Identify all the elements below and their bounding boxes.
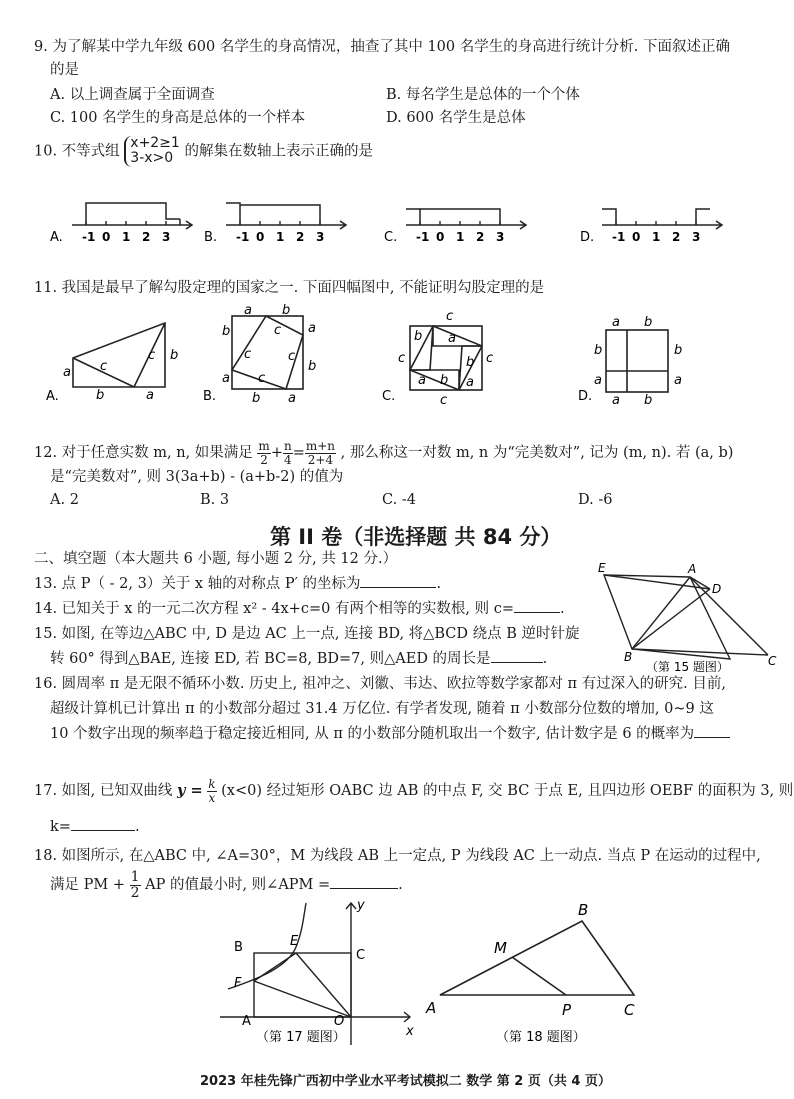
q12-post: , 那么称这一对数 m, n 为“完美数对”, 记为 (m, n). 若 (a, b): [340, 445, 734, 462]
q13-text: 13. 点 P（ - 2, 3）关于 x 轴的对称点 P′ 的坐标为: [34, 576, 361, 592]
page-footer: 2023 年桂先锋广西初中学业水平考试模拟二 数学 第 2 页（共 4 页）: [200, 1074, 611, 1089]
q18-answer-blank[interactable]: [330, 888, 398, 889]
q11-b-left-b: b: [222, 324, 231, 339]
q15-stem-line1: 15. 如图, 在等边△ABC 中, D 是边 AC 上一点, 连接 BD, 将△BCD 绕点 B 逆时针旋: [34, 626, 580, 642]
q11-b-in-c4: c: [258, 371, 266, 386]
q10-option-label: A.: [50, 230, 63, 245]
q15-answer-blank[interactable]: [491, 662, 543, 663]
q17-answer-blank[interactable]: [71, 830, 135, 831]
figure-17: [210, 895, 430, 1055]
q11-c-label-b1: b: [414, 329, 423, 344]
q11-label-a: A.: [46, 389, 59, 404]
figure-15: [592, 563, 792, 683]
fig17-label-f: F: [234, 976, 242, 991]
q16-stem-line1: 16. 圆周率 π 是无限不循环小数. 历史上, 祖冲之、刘徽、韦达、欧拉等数学家都对 π 有过深入的研究. 目前,: [34, 676, 726, 692]
q17-y-eq: y =: [177, 782, 203, 800]
q14-answer-blank[interactable]: [514, 612, 560, 613]
q12-frac-1: [257, 440, 270, 466]
fig18-caption: （第 18 题图）: [496, 1030, 586, 1045]
q12-option-b: B. 3: [200, 492, 230, 508]
q12-stem-line2: 是“完美数对”, 则 3(3a+b) - (a+b-2) 的值为: [50, 469, 344, 485]
q10-number: 10. 不等式组: [34, 143, 120, 160]
q11-d-top-b: b: [644, 315, 653, 330]
fig17-label-c: C: [356, 948, 366, 963]
q11-d-top-a: a: [612, 315, 620, 330]
fig18-label-p: P: [562, 1001, 572, 1019]
q17-stem-line1: [34, 778, 793, 804]
number-line-option-d: [580, 209, 722, 245]
q17-pre: 17. 如图, 已知双曲线: [34, 783, 173, 800]
inequality-1: x+2≥1: [130, 135, 180, 151]
q17-k: k=: [50, 819, 71, 835]
tick-label: 1: [276, 230, 285, 244]
q11-c-bottom-c: c: [440, 393, 448, 408]
part2-title: 第 II 卷（非选择题 共 84 分）: [270, 525, 562, 549]
q11-b-in-c2: c: [288, 349, 296, 364]
tick-label: 3: [316, 230, 325, 244]
q17-end: .: [134, 819, 140, 835]
q15-text: 转 60° 得到△BAE, 连接 ED, 若 BC=8, BD=7, 则△AED 的周长是: [50, 651, 491, 667]
q14-end: .: [560, 601, 565, 617]
fig17-axis-y: y: [357, 898, 365, 913]
q18-frac-num: 1: [130, 869, 140, 885]
q18-end: .: [398, 877, 403, 894]
fig18-label-b: B: [578, 901, 589, 919]
fill-section-header: 二、填空题（本大题共 6 小题, 每小题 2 分, 共 12 分.）: [34, 551, 398, 567]
q11-a-label-c1: c: [100, 359, 108, 374]
q12-option-d: D. -6: [578, 492, 613, 508]
number-line-option-a: [50, 203, 192, 245]
q15-end: .: [542, 651, 548, 667]
fig17-label-a: A: [242, 1014, 251, 1029]
tick-label: 2: [142, 230, 151, 244]
q10-option-label: B.: [204, 230, 218, 245]
tick-label: 3: [162, 230, 171, 244]
q12-frac-3: [305, 440, 336, 466]
q12-frac3-num: m+n: [305, 439, 336, 453]
q11-a-label-b1: b: [170, 348, 179, 363]
q11-figure-d: [606, 330, 668, 392]
q16-stem-line3: [50, 723, 730, 745]
q12-frac2-num: n: [283, 439, 292, 453]
q9-stem-line1: 9. 为了解某中学九年级 600 名学生的身高情况，抽查了其中 100 名学生的身高进行统计分析. 下面叙述正确: [34, 39, 730, 55]
q11-b-bottom-b: b: [252, 391, 261, 406]
q16-answer-blank[interactable]: [694, 737, 730, 738]
q11-c-top-c: c: [446, 309, 454, 324]
q12-frac1-num: m: [258, 439, 270, 453]
q11-d-bottom-a: a: [612, 393, 620, 408]
q13-end: .: [436, 576, 442, 592]
q12-option-a: A. 2: [50, 492, 79, 508]
q17-post: (x<0) 经过矩形 OABC 边 AB 的中点 F, 交 BC 于点 E, 且四边形 OEBF 的面积为 3, 则: [221, 783, 794, 800]
fig15-label-d: D: [712, 582, 722, 596]
q12-stem-line1: [34, 440, 733, 466]
q12-frac2-den: 4: [284, 452, 292, 467]
fig18-label-c: C: [624, 1001, 635, 1019]
q9-option-b: B. 每名学生是总体的一个个体: [386, 87, 580, 103]
number-line-option-b: [204, 203, 346, 245]
q10-stem: [34, 136, 373, 167]
inequality-2: 3-x>0: [130, 150, 174, 167]
tick-label: 3: [692, 230, 701, 244]
q11-c-label-a2: a: [418, 373, 426, 388]
q11-b-right-b: b: [308, 359, 317, 374]
q18-pre: 满足 PM +: [50, 877, 125, 894]
tick-label: 1: [456, 230, 465, 244]
fig15-label-b: B: [624, 650, 633, 664]
q18-stem-line1: 18. 如图所示, 在△ABC 中, ∠A=30°，M 为线段 AB 上一定点, P 为线段 AC 上一动点. 当点 P 在运动的过程中,: [34, 848, 761, 864]
tick-label: 0: [102, 230, 111, 244]
q11-c-label-a3: a: [466, 375, 474, 390]
q13-stem: [34, 573, 441, 595]
fig18-label-a: A: [426, 999, 437, 1017]
fig15-label-a: A: [688, 562, 697, 576]
q11-c-left-c: c: [398, 351, 406, 366]
q11-b-bottom-a: a: [288, 391, 296, 406]
q18-frac-den: 2: [130, 884, 140, 901]
q11-a-label-a2: a: [146, 388, 154, 403]
fig15-label-c: C: [768, 654, 777, 668]
q11-b-right-a: a: [308, 321, 316, 336]
fig17-axis-x: x: [406, 1024, 414, 1039]
fig15-caption: （第 15 题图）: [646, 660, 729, 674]
q11-d-bottom-b: b: [644, 393, 653, 408]
q11-a-label-c2: c: [148, 348, 156, 363]
q11-c-right-c: c: [486, 351, 494, 366]
q17-stem-line2: [50, 816, 140, 838]
fig15-label-e: E: [598, 561, 606, 575]
fig17-label-o: O: [334, 1014, 345, 1029]
tick-label: 2: [672, 230, 681, 244]
q11-d-right-a: a: [674, 373, 682, 388]
q10-option-label: C.: [384, 230, 398, 245]
fig17-label-e: E: [290, 934, 299, 949]
q9-option-d: D. 600 名学生是总体: [386, 110, 526, 126]
q11-figures: [0, 302, 794, 412]
tick-label: 3: [496, 230, 505, 244]
q11-a-label-a1: a: [63, 365, 71, 380]
q17-frac-num: k: [208, 777, 216, 791]
q17-frac-den: x: [208, 790, 216, 805]
q9-stem-line2: 的是: [50, 62, 79, 78]
q9-option-c: C. 100 名学生的身高是总体的一个样本: [50, 110, 306, 126]
tick-label: 0: [256, 230, 265, 244]
q11-c-label-b3: b: [440, 373, 449, 388]
tick-label: 2: [476, 230, 485, 244]
q12-frac1-den: 2: [260, 452, 268, 467]
q11-label-c: C.: [382, 389, 396, 404]
inequality-system: [124, 136, 180, 167]
q14-text: 14. 已知关于 x 的一元二次方程 x² - 4x+c=0 有两个相等的实数根, 则 c=: [34, 601, 515, 617]
tick-label: 0: [632, 230, 641, 244]
q11-c-label-b2: b: [466, 355, 475, 370]
q11-d-left-a: a: [594, 373, 602, 388]
q18-post: AP 的值最小时, 则∠APM =: [145, 877, 331, 894]
q10-tail: 的解集在数轴上表示正确的是: [184, 143, 373, 160]
tick-label: 2: [296, 230, 305, 244]
q15-stem-line2: [50, 648, 547, 670]
q12-pre: 12. 对于任意实数 m, n, 如果满足: [34, 445, 253, 462]
q10-number-lines: [0, 195, 794, 265]
q13-answer-blank[interactable]: [360, 587, 436, 588]
q11-b-top-a: a: [244, 303, 252, 318]
tick-label: 1: [652, 230, 661, 244]
q10-option-label: D.: [580, 230, 595, 245]
q12-frac3-den: 2+4: [307, 452, 334, 467]
q16-text: 10 个数字出现的频率趋于稳定接近相同, 从 π 的小数部分随机取出一个数字, 估计数字是 6 的概率为: [50, 726, 695, 742]
tick-label: -1: [612, 230, 626, 244]
fig17-label-b: B: [234, 940, 243, 955]
q12-option-c: C. -4: [382, 492, 416, 508]
q12-plus: +: [270, 445, 283, 462]
q11-stem: 11. 我国是最早了解勾股定理的国家之一. 下面四幅图中, 不能证明勾股定理的是: [34, 280, 545, 296]
q11-label-d: D.: [578, 389, 593, 404]
q11-d-left-b: b: [594, 343, 603, 358]
q18-frac: [130, 870, 141, 900]
q17-frac: [207, 778, 216, 804]
figure-18: [422, 895, 652, 1055]
tick-label: 0: [436, 230, 445, 244]
q11-b-left-a: a: [222, 371, 230, 386]
fig18-label-m: M: [494, 939, 507, 957]
q11-a-label-b2: b: [96, 388, 105, 403]
q11-b-top-b: b: [282, 303, 291, 318]
tick-label: -1: [416, 230, 430, 244]
q12-frac-2: [283, 440, 293, 466]
q12-eq: =: [292, 445, 305, 462]
q11-b-in-c1: c: [274, 323, 282, 338]
number-line-option-c: [384, 209, 526, 245]
q11-b-in-c3: c: [244, 347, 252, 362]
q14-stem: [34, 598, 565, 620]
q11-c-label-a1: a: [448, 331, 456, 346]
tick-label: 1: [122, 230, 131, 244]
tick-label: -1: [82, 230, 96, 244]
q16-stem-line2: 超级计算机已计算出 π 的小数部分超过 31.4 万亿位. 有学者发现, 随着 π 小数部分位数的增加, 0~9 这: [50, 701, 714, 717]
tick-label: -1: [236, 230, 250, 244]
q11-d-right-b: b: [674, 343, 683, 358]
fig17-caption: （第 17 题图）: [256, 1030, 346, 1045]
q11-label-b: B.: [203, 389, 217, 404]
q9-option-a: A. 以上调查属于全面调查: [50, 87, 215, 103]
